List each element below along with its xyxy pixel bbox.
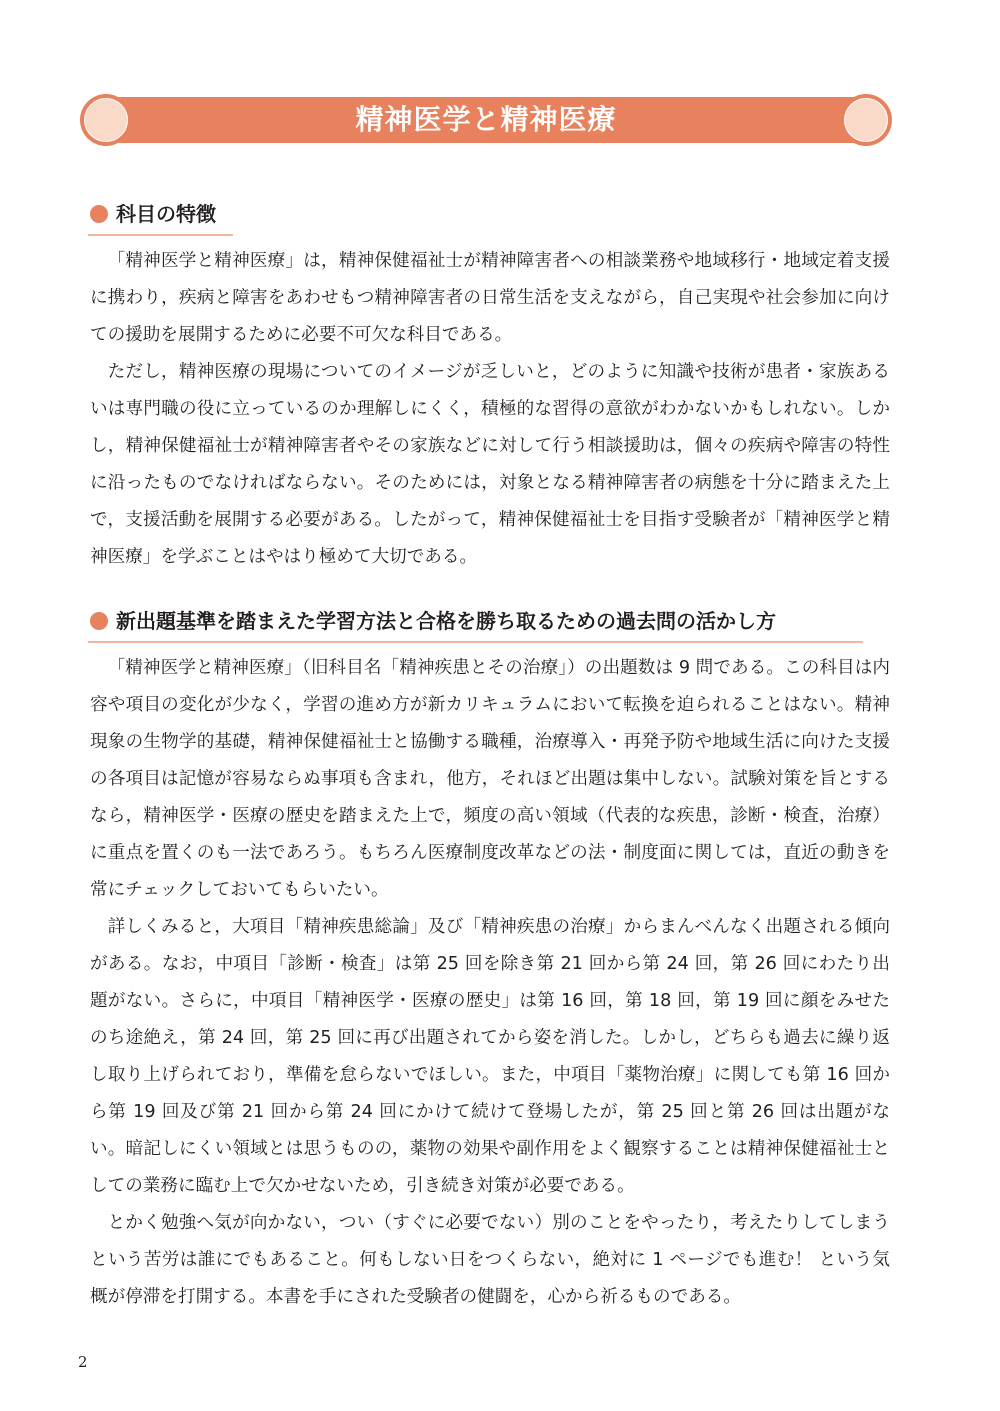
section-body-subject-features xyxy=(90,243,890,576)
paragraph: とかく勉強へ気が向かない，つい（すぐに必要でない）別のことをやったり，考えたりしてしまうという苦労は誰にでもあること。何もしない日をつくらない，絶対に 1 ページでも進む！ という気概が停滞を打開する。本書を手にされた受験者の健闘を，心から祈るものである。 xyxy=(90,1213,890,1307)
section-body-study-method xyxy=(90,650,890,1316)
title-banner xyxy=(80,94,892,146)
paragraph: ただし，精神医療の現場についてのイメージが乏しいと，どのように知識や技術が患者・家族あるいは専門職の役に立っているのか理解しにくく，積極的な習得の意欲がわかないかもしれない。しかし，精神保健福祉士が精神障害者やその家族などに対して行う相談援助は，個々の疾病や障害の特性に沿ったものでなければならない。そのためには，対象となる精神障害者の病態を十分に踏まえた上で，支援活動を展開する必要がある。したがって，精神保健福祉士を目指す受験者が「精神医学と精神医療」を学ぶことはやはり極めて大切である。 xyxy=(90,362,890,567)
section-heading-text: 科目の特徴 xyxy=(116,202,216,226)
page-title: 精神医学と精神医療 xyxy=(355,103,617,136)
section-heading-subject-features xyxy=(88,198,233,236)
section-heading-text: 新出題基準を踏まえた学習方法と合格を勝ち取るための過去問の活かし方 xyxy=(116,609,776,633)
section-heading-study-method xyxy=(88,605,863,643)
page-number: 2 xyxy=(78,1353,88,1371)
bullet-circle-icon xyxy=(90,612,108,630)
paragraph: 「精神医学と精神医療」は，精神保健福祉士が精神障害者への相談業務や地域移行・地域定着支援に携わり，疾病と障害をあわせもつ精神障害者の日常生活を支えながら，自己実現や社会参加に向けての援助を展開するために必要不可欠な科目である。 xyxy=(90,251,890,345)
paragraph: 詳しくみると，大項目「精神疾患総論」及び「精神疾患の治療」からまんべんなく出題される傾向がある。なお，中項目「診断・検査」は第 25 回を除き第 21 回から第 24 回，第 26 回にわたり出題がない。さらに，中項目「精神医学・医療の歴史」は第 16 回，第 18 回，第 19 回に顔をみせたのち途絶え，第 24 回，第 25 回に再び出題されてから姿を消した。しかし，どちらも過去に繰り返し取り上げられており，準備を怠らないでほしい。また，中項目「薬物治療」に関しても第 16 回から第 19 回及び第 21 回から第 24 回にかけて続けて登場したが，第 25 回と第 26 回は出題がない。暗記しにくい領域とは思うものの，薬物の効果や副作用をよく観察することは精神保健福祉士としての業務に臨む上で欠かせないため，引き続き対策が必要である。 xyxy=(90,917,890,1196)
bullet-circle-icon xyxy=(90,205,108,223)
paragraph: 「精神医学と精神医療」（旧科目名「精神疾患とその治療」）の出題数は 9 問である。この科目は内容や項目の変化が少なく，学習の進め方が新カリキュラムにおいて転換を迫られることはない。精神現象の生物学的基礎，精神保健福祉士と協働する職種，治療導入・再発予防や地域生活に向けた支援の各項目は記憶が容易ならぬ事項も含まれ，他方，それほど出題は集中しない。試験対策を旨とするなら，精神医学・医療の歴史を踏まえた上で，頻度の高い領域（代表的な疾患，診断・検査，治療）に重点を置くのも一法であろう。もちろん医療制度改革などの法・制度面に関しては，直近の動きを常にチェックしておいてもらいたい。 xyxy=(90,658,890,900)
